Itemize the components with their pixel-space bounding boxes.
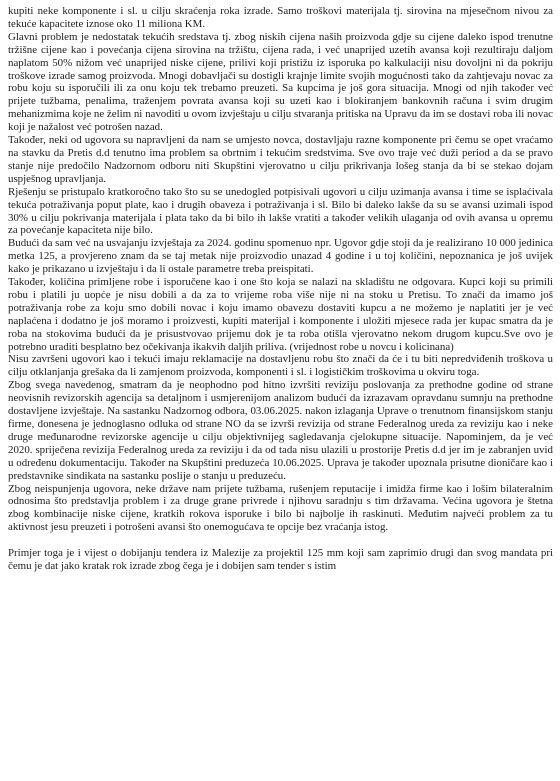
- paragraph-contract-breach: Zbog neispunjenja ugovora, neke države nam prijete tužbama, rušenjem reputacije i imidža firme kao i lošim bilateralnim odnosima što predstavlja problem i za druge grane privrede i njihovu saradnju s tim državama. Većina ugovora je štetna zbog kombinacije niske cijene, kratkih rokova isporuke i bilo bi najbolje ih raskinuti. Međutim najveći problem za tu aktivnost jesu preuzeti i potrošeni avansi što onemogućava te opcije bez vraćanja istog.: [8, 482, 553, 534]
- paragraph-continuation: kupiti neke komponente i sl. u cilju skraćenja roka izrade. Samo troškovi materijala tj. sirovina na mjesečnom nivou za tekuće kapacitete iznose oko 11 miliona KM.: [8, 5, 553, 30]
- paragraph-short-term-solution: Rješenju se pristupalo kratkoročno tako što su se unedogled potpisivali ugovori u cilju uzimanja avansa i time se isplaćivala tekuća potraživanja poput plate, kao i drugih obaveza i potraživanja i sl. Bilo bi daleko lakše da su se avansi uzimali ispod 30% u cilju pokrivanja materijala i plata tako da bi bilo ih lakše vratiti a također velikih ulaganja od ovih avansa u opremu za povećanje kapaciteta nije bilo.: [8, 185, 553, 237]
- paragraph-goods-quantity: Također, količina primljene robe i isporučene kao i one što koja se nalazi na skladištu ne odgovara. Kupci koji su primili robu i platili ju uopće je nisu dobili a da za to vrijeme roba više nije ni na stoku u Pretisu. To znači da imamo još potraživanja robe za koju smo dobili novac i koju imamo obavezu dostaviti kupcu a ne možemo je naplatiti jer je već naplaćena i dodatno je još moramo i proizvesti, kupiti materijal i komponente i uložiti mjesece rada jer kupac smatra da je roba na stokovima budući da je prisustvovao prijemu dok je ta roba otišla vjerovatno nekom drugom kupcu.Sve ovo je potrebno uraditi besplatno bez očekivanja ikakvih daljih priliva. (vrijednost robe u novcu i kolicinana): [8, 276, 553, 353]
- paragraph-audit-request: Zbog svega navedenog, smatram da je neophodno pod hitno izvršiti reviziju poslovanja za prethodne godine od strane neovisnih revizorskih agencija sa detaljnom i usmjerenijom analizom budući da izrazavam opravdanu sumnju na prethodne dostavljene izvještaje. Na sastanku Nadzornog odbora, 03.06.2025. nakon izlaganja Uprave o trenutnom finansijskom stanju firme, donesena je jednoglasno odluka od strane NO da se izvrši revizija od strane Federalnog ureda za reviziju kao i neke druge međunarodne revizorske agencije u cilju objektivnijeg sagledavanja cjelokupne situacije. Napominjem, da je već 2020. spriječena revizija Federalnog ureda za reviziju i da od tada nisu ulazili u prostorije Pretis d.d jer im je zabranjen uvid u određenu dokumentaciju. Također na Skupštini preduzeća 10.06.2025. Uprava je također upoznala prisutne dioničare kao i predstavnike sindikata na sastanku poslije o stanju u preduzeću.: [8, 379, 553, 482]
- paragraph-2024-report: Budući da sam već na usvajanju izvještaja za 2024. godinu spomenuo npr. Ugovor gdje stoji da je realizirano 10 000 jedinica metka 125, a provjereno znam da se taj metak nije proizvodio unazad 4 godine i u toj količini, nepoznanica je još uvijek kako je prikazano u izvještaju i da li ostale parametre treba preispitati.: [8, 237, 553, 276]
- paragraph-unfinished-contracts: Nisu završeni ugovori kao i tekući imaju reklamacije na dostavljenu robu što znači da će i tu biti nepredviđenih troškova u cilju otklanjanja grešaka da li zamjenom proizvoda, komponenti i sl. i logističkim troškovima u okviru toga.: [8, 353, 553, 379]
- paragraph-contracts-components: Također, neki od ugovora su napravljeni da nam se umjesto novca, dostavljaju razne komponente pri čemu se opet vraćamo na stavku da Pretis d.d tenutno ima problem sa obrtnim i tekućim sredstvima. Sve ovo traje već duži period a da se pravo stanje nije predočilo Nadzornom odboru niti Skupštini vjerovatno u cilju prikrivanja lošeg stanja da bi se stekao dojam uspješnog upravljanja.: [8, 134, 553, 185]
- paragraph-malaysia-tender: Primjer toga je i vijest o dobijanju tendera iz Malezije za projektil 125 mm koji sam zaprimio drugi dan svog mandata pri čemu je dat jako kratak rok izrade zbog čega je i dobijen sam tender s istim: [8, 547, 553, 572]
- paragraph-main-problem: Glavni problem je nedostatak tekućih sredstava tj. zbog niskih cijena naših proizvoda gdje su cijene daleko ispod trenutne tržišne cijene kao i povećanja cijena sirovina na tržištu, cijena rada, i već unaprijed uzetih avansa koji rezultiraju daljom naplatom 50% nižom već unaprijed niske cijene, prilivi koji pristižu iz isporuka po kalkulaciji nisu dovoljni ni da pokriju troškove izrade samog proizvoda. Mnogi dobavljači su dostigli krajnje limite svojih mogućnosti tako da zahtjevaju novac za robu koju su isporučili ili za onu koju tek trebamo preuzeti. Sa kupcima je još gora situacija. Mnogi od njih također već prijete tužbama, penalima, traženjem povrata avansa koji su uzeti kao i blokiranjem bankovnih računa i svim drugim mehanizmima koje ne želim ni navoditi u ovom izvještaju u cilju stvaranja pritiska na Upravu da im se dostavi roba ili novac koji je nažalost već potrošen nazad.: [8, 30, 553, 134]
- document-body: [8, 5, 553, 573]
